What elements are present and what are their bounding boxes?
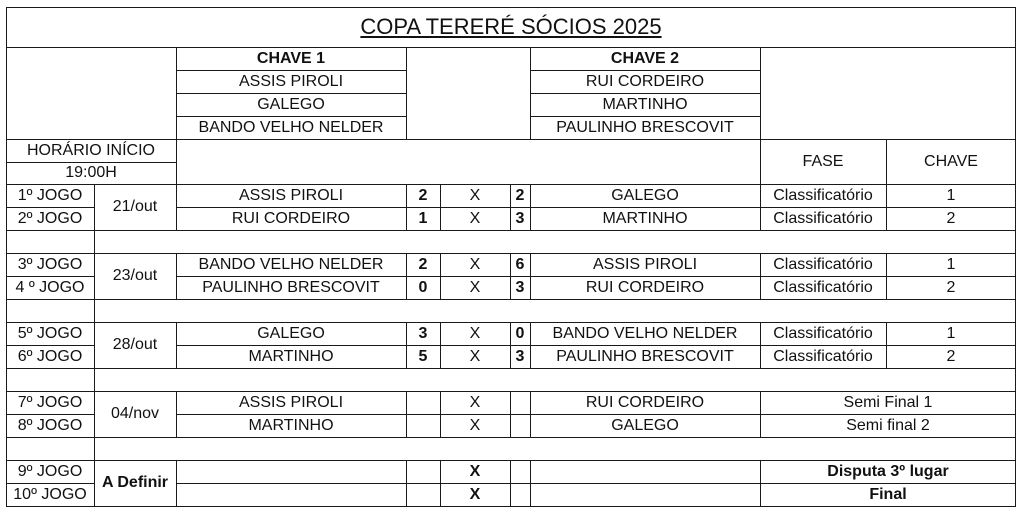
grid-line: [6, 230, 1016, 231]
away-team: GALEGO: [611, 186, 679, 204]
away-team: RUI CORDEIRO: [585, 278, 705, 296]
away-team: BANDO VELHO NELDER: [552, 324, 738, 342]
phase: Classificatório: [773, 255, 873, 273]
grid-line: [176, 139, 177, 184]
phase: Classificatório: [773, 324, 873, 342]
home-score: 5: [418, 347, 428, 365]
away-score: 3: [515, 209, 525, 227]
home-team: BANDO VELHO NELDER: [198, 255, 384, 273]
group: 2: [946, 347, 956, 365]
fase-header: FASE: [802, 152, 844, 170]
away-team: GALEGO: [611, 416, 679, 434]
game-number: 4 º JOGO: [15, 278, 85, 296]
home-score: 2: [418, 255, 428, 273]
chave1-team: BANDO VELHO NELDER: [198, 118, 384, 136]
phase: Classificatório: [773, 278, 873, 296]
grid-line: [94, 299, 95, 322]
chave2-header: CHAVE 2: [610, 49, 680, 67]
chave2-team: RUI CORDEIRO: [585, 72, 705, 90]
phase: Semi final 2: [846, 416, 930, 434]
away-team: [530, 483, 760, 506]
match-date: 21/out: [112, 198, 158, 215]
home-score: [406, 460, 440, 483]
versus: X: [469, 462, 481, 480]
home-score: 2: [418, 186, 428, 204]
away-score: [510, 391, 530, 414]
group: 2: [946, 209, 956, 227]
versus: X: [469, 186, 481, 204]
away-team: ASSIS PIROLI: [592, 255, 698, 273]
phase: Disputa 3º lugar: [827, 462, 949, 480]
versus: X: [469, 485, 481, 503]
grid-line: [94, 368, 95, 391]
grid-line: [6, 299, 1016, 300]
group: 1: [946, 186, 956, 204]
away-score: [510, 414, 530, 437]
away-team: MARTINHO: [602, 209, 688, 227]
game-number: 6º JOGO: [17, 347, 83, 365]
away-score: [510, 483, 530, 506]
phase: Classificatório: [773, 209, 873, 227]
home-team: MARTINHO: [248, 416, 334, 434]
versus: X: [469, 416, 481, 434]
home-team: ASSIS PIROLI: [238, 393, 344, 411]
phase: Classificatório: [773, 186, 873, 204]
home-score: [406, 483, 440, 506]
away-team: RUI CORDEIRO: [585, 393, 705, 411]
home-score: 0: [418, 278, 428, 296]
game-number: 8º JOGO: [17, 416, 83, 434]
game-number: 3º JOGO: [17, 255, 83, 273]
game-number: 7º JOGO: [17, 393, 83, 411]
phase: Semi Final 1: [843, 393, 933, 411]
away-score: [510, 460, 530, 483]
grid-line: [94, 230, 95, 253]
game-number: 5º JOGO: [17, 324, 83, 342]
group: 1: [946, 255, 956, 273]
match-date: 28/out: [112, 336, 158, 353]
chave-header: CHAVE: [924, 152, 978, 170]
home-team: RUI CORDEIRO: [231, 209, 351, 227]
home-score: [406, 414, 440, 437]
page-title: COPA TERERÉ SÓCIOS 2025: [360, 14, 662, 39]
home-team: [176, 460, 406, 483]
grid-line: [6, 368, 1016, 369]
phase: Final: [869, 485, 907, 503]
away-score: 2: [515, 186, 525, 204]
versus: X: [469, 324, 481, 342]
group: 1: [946, 324, 956, 342]
versus: X: [469, 347, 481, 365]
away-score: 3: [515, 278, 525, 296]
chave2-team: MARTINHO: [602, 95, 688, 113]
match-date: 04/nov: [110, 405, 160, 422]
versus: X: [469, 255, 481, 273]
chave1-header: CHAVE 1: [256, 49, 326, 67]
home-score: 3: [418, 324, 428, 342]
home-score: 1: [418, 209, 428, 227]
home-team: MARTINHO: [248, 347, 334, 365]
grid-line: [6, 506, 1016, 507]
horario-label: HORÁRIO INÍCIO: [26, 141, 155, 159]
home-team: PAULINHO BRESCOVIT: [202, 278, 380, 296]
game-number: 1º JOGO: [17, 186, 83, 204]
home-score: [406, 391, 440, 414]
versus: X: [469, 278, 481, 296]
away-score: 0: [515, 324, 525, 342]
horario-value: 19:00H: [65, 164, 117, 181]
phase: Classificatório: [773, 347, 873, 365]
chave1-team: ASSIS PIROLI: [238, 72, 344, 90]
home-team: [176, 483, 406, 506]
group: 2: [946, 278, 956, 296]
away-score: 6: [515, 255, 525, 273]
schedule-sheet: [6, 7, 1016, 507]
away-score: 3: [515, 347, 525, 365]
versus: X: [469, 209, 481, 227]
grid-line: [6, 47, 1016, 48]
home-team: GALEGO: [257, 324, 325, 342]
versus: X: [469, 393, 481, 411]
match-date: A Definir: [101, 474, 169, 491]
grid-line: [6, 437, 1016, 438]
home-team: ASSIS PIROLI: [238, 186, 344, 204]
game-number: 2º JOGO: [17, 209, 83, 227]
away-team: [530, 460, 760, 483]
grid-line: [94, 437, 95, 460]
match-date: 23/out: [112, 267, 158, 284]
game-number: 9º JOGO: [17, 462, 83, 480]
away-team: PAULINHO BRESCOVIT: [556, 347, 734, 365]
chave2-team: PAULINHO BRESCOVIT: [556, 118, 734, 136]
chave1-team: GALEGO: [257, 95, 325, 113]
game-number: 10º JOGO: [13, 485, 87, 503]
